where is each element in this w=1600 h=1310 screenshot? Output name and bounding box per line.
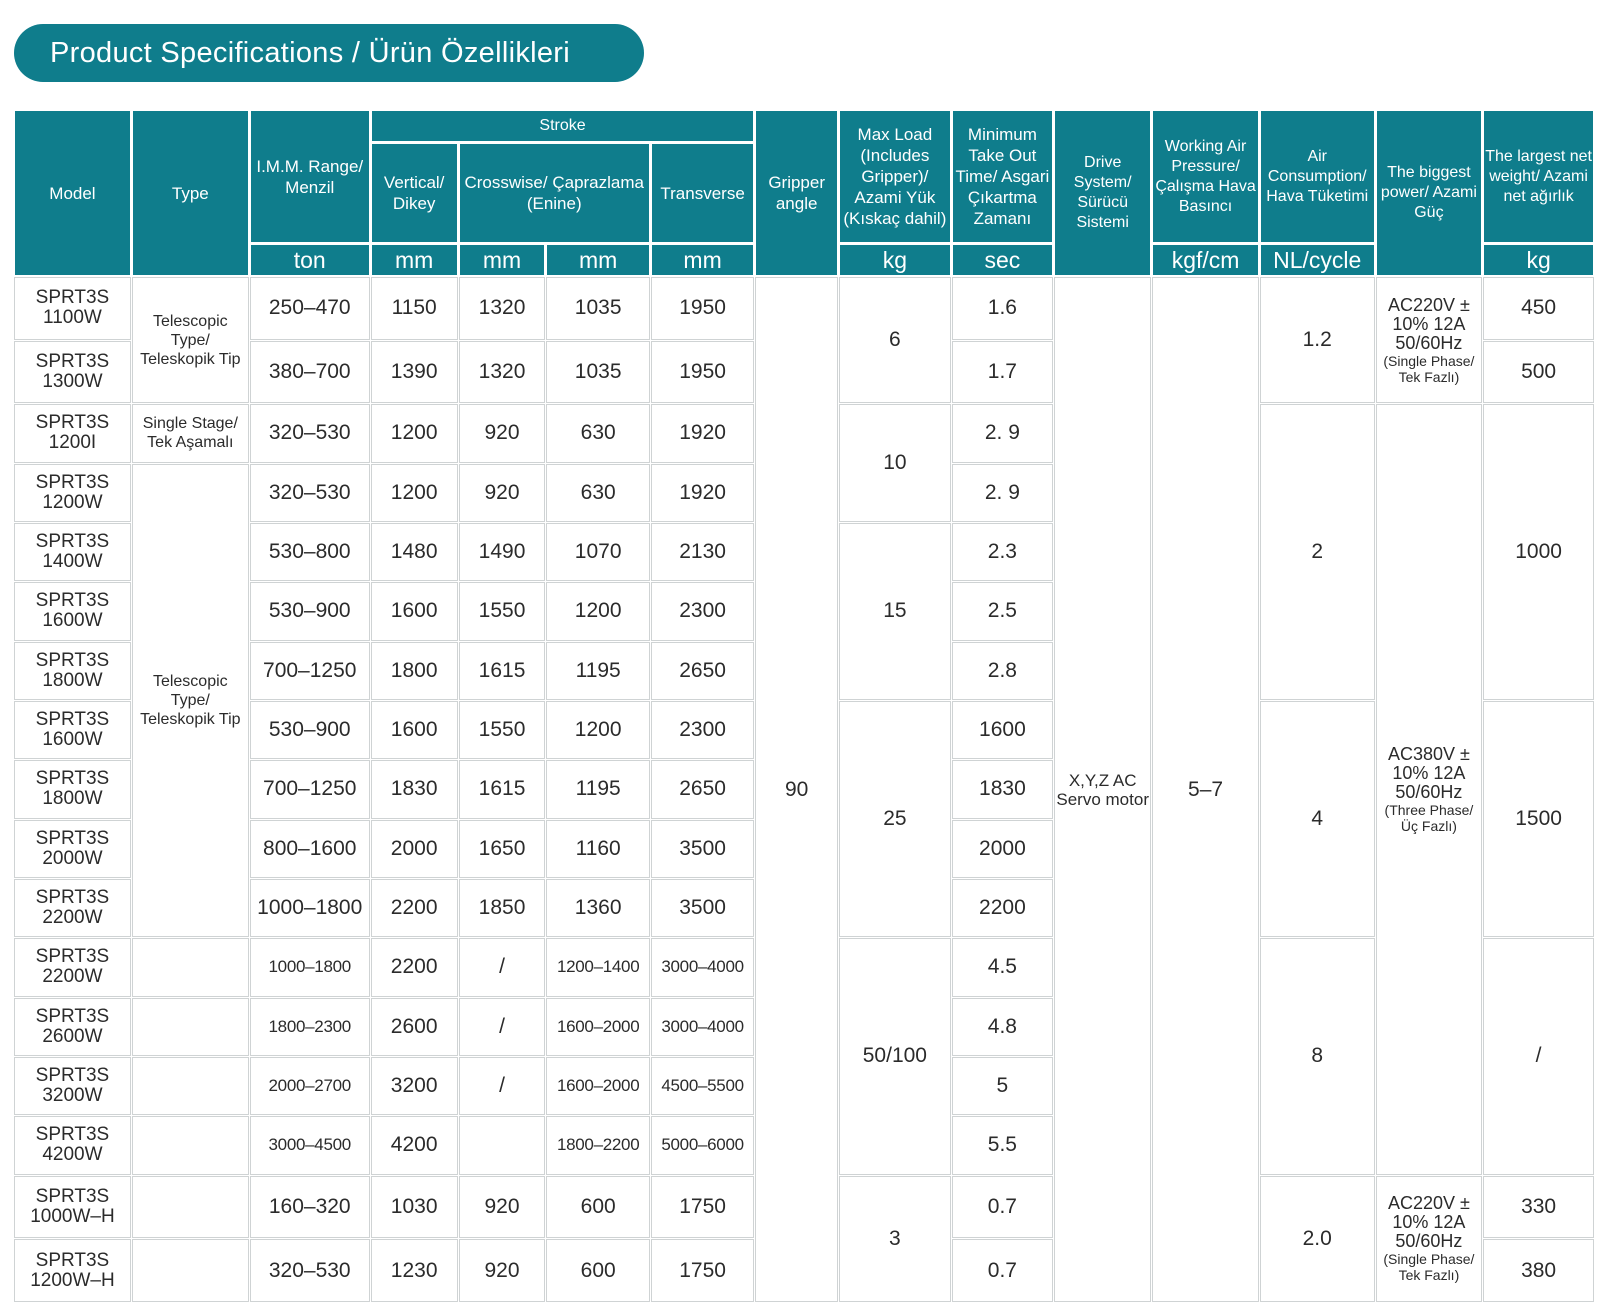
model-cell: SPRT3S 2000W [15, 821, 130, 877]
take-out-time-cell: 2. 9 [953, 465, 1052, 521]
vertical-cell: 2000 [372, 821, 457, 877]
imm-cell: 700–1250 [251, 643, 369, 699]
transverse-cell: 4500–5500 [652, 1058, 753, 1114]
unit-ton: ton [251, 245, 369, 275]
crosswise-cell: 630 [547, 405, 648, 461]
crosswise-cell: 1550 [460, 583, 545, 639]
header-max-load: Max Load (Includes Gripper)/ Azami Yük (Kıskaç dahil) [840, 111, 950, 242]
model-cell: SPRT3S 1600W [15, 583, 130, 639]
vertical-cell: 1600 [372, 583, 457, 639]
table-row [15, 278, 1593, 339]
crosswise-cell: 1320 [460, 278, 545, 339]
max-load-cell: 10 [840, 405, 950, 521]
crosswise-cell: 1490 [460, 524, 545, 580]
model-cell: SPRT3S 1200W [15, 465, 130, 521]
net-weight-cell: 330 [1484, 1177, 1593, 1238]
specifications-table [12, 108, 1596, 1304]
take-out-time-cell: 2. 9 [953, 405, 1052, 461]
model-cell: SPRT3S 1200I [15, 405, 130, 461]
transverse-cell: 1920 [652, 405, 753, 461]
vertical-cell: 1800 [372, 643, 457, 699]
take-out-time-cell: 5.5 [953, 1117, 1052, 1173]
type-cell-empty [133, 999, 248, 1055]
crosswise-cell: 1850 [460, 880, 545, 936]
crosswise-cell: 1360 [547, 880, 648, 936]
type-cell: Telescopic Type/ Teleskopik Tip [133, 278, 248, 402]
imm-cell: 1000–1800 [251, 880, 369, 936]
model-cell: SPRT3S 4200W [15, 1117, 130, 1173]
max-load-cell: 6 [840, 278, 950, 402]
unit-kgf-cm: kgf/cm [1153, 245, 1258, 275]
transverse-cell: 5000–6000 [652, 1117, 753, 1173]
header-imm-range: I.M.M. Range/ Menzil [251, 111, 369, 242]
model-cell: SPRT3S 3200W [15, 1058, 130, 1114]
net-weight-cell: 380 [1484, 1240, 1593, 1301]
net-weight-cell: 1000 [1484, 405, 1593, 699]
type-cell-empty [133, 939, 248, 995]
air-consumption-cell: 2.0 [1261, 1177, 1374, 1301]
crosswise-cell: 920 [460, 1177, 545, 1238]
take-out-time-cell: 2.5 [953, 583, 1052, 639]
imm-cell: 1000–1800 [251, 939, 369, 995]
header-type: Type [133, 111, 248, 275]
vertical-cell: 1230 [372, 1240, 457, 1301]
unit-transverse-mm: mm [652, 245, 753, 275]
vertical-cell: 1150 [372, 278, 457, 339]
type-cell-empty [133, 1177, 248, 1238]
vertical-cell: 1480 [372, 524, 457, 580]
type-cell-empty [133, 1117, 248, 1173]
power-cell: AC220V ± 10% 12A 50/60Hz (Single Phase/ Tek Fazlı) [1377, 278, 1482, 402]
vertical-cell: 1830 [372, 761, 457, 817]
max-load-cell: 25 [840, 702, 950, 936]
take-out-time-cell: 1.6 [953, 278, 1052, 339]
unit-vertical-mm: mm [372, 245, 457, 275]
header-gripper-angle: Gripper angle [756, 111, 837, 275]
header-transverse: Transverse [652, 144, 753, 242]
take-out-time-cell: 0.7 [953, 1177, 1052, 1238]
drive-system-cell: X,Y,Z AC Servo motor [1055, 278, 1150, 1301]
crosswise-cell: / [460, 999, 545, 1055]
header-biggest-power: The biggest power/ Azami Güç [1377, 111, 1482, 275]
transverse-cell: 1750 [652, 1240, 753, 1301]
crosswise-cell: 920 [460, 1240, 545, 1301]
model-cell: SPRT3S 1800W [15, 643, 130, 699]
take-out-time-cell: 4.5 [953, 939, 1052, 995]
imm-cell: 530–900 [251, 702, 369, 758]
crosswise-cell: / [460, 939, 545, 995]
transverse-cell: 1750 [652, 1177, 753, 1238]
transverse-cell: 2300 [652, 702, 753, 758]
air-consumption-cell: 2 [1261, 405, 1374, 699]
type-cell: Telescopic Type/ Teleskopik Tip [133, 465, 248, 937]
header-air-consumption: Air Consumption/ Hava Tüketimi [1261, 111, 1374, 242]
air-pressure-cell: 5–7 [1153, 278, 1258, 1301]
imm-cell: 380–700 [251, 342, 369, 403]
air-consumption-cell: 8 [1261, 939, 1374, 1173]
take-out-time-cell: 4.8 [953, 999, 1052, 1055]
vertical-cell: 4200 [372, 1117, 457, 1173]
take-out-time-cell: 2.3 [953, 524, 1052, 580]
vertical-cell: 1200 [372, 405, 457, 461]
type-cell-empty [133, 1240, 248, 1301]
take-out-time-cell: 2200 [953, 880, 1052, 936]
imm-cell: 160–320 [251, 1177, 369, 1238]
imm-cell: 320–530 [251, 405, 369, 461]
header-model: Model [15, 111, 130, 275]
imm-cell: 800–1600 [251, 821, 369, 877]
crosswise-cell: 1615 [460, 643, 545, 699]
unit-load-kg: kg [840, 245, 950, 275]
crosswise-cell: 630 [547, 465, 648, 521]
vertical-cell: 1390 [372, 342, 457, 403]
header-working-air-pressure: Working Air Pressure/ Çalışma Hava Basıncı [1153, 111, 1258, 242]
model-cell: SPRT3S 1600W [15, 702, 130, 758]
crosswise-cell: 920 [460, 405, 545, 461]
max-load-cell: 15 [840, 524, 950, 699]
crosswise-cell: 1600–2000 [547, 999, 648, 1055]
crosswise-cell: 1035 [547, 342, 648, 403]
crosswise-cell: 600 [547, 1240, 648, 1301]
transverse-cell: 3500 [652, 821, 753, 877]
model-cell: SPRT3S 1400W [15, 524, 130, 580]
vertical-cell: 2600 [372, 999, 457, 1055]
crosswise-cell: 1195 [547, 643, 648, 699]
unit-crosswise-mm: mm [547, 245, 648, 275]
page-title: Product Specifications / Ürün Özellikleri [14, 24, 644, 82]
max-load-cell: 3 [840, 1177, 950, 1301]
net-weight-cell: 500 [1484, 342, 1593, 403]
transverse-cell: 2130 [652, 524, 753, 580]
crosswise-cell: / [460, 1058, 545, 1114]
take-out-time-cell: 1.7 [953, 342, 1052, 403]
header-min-take-out-time: Minimum Take Out Time/ Asgari Çıkartma Zamanı [953, 111, 1052, 242]
unit-weight-kg: kg [1484, 245, 1593, 275]
imm-cell: 3000–4500 [251, 1117, 369, 1173]
gripper-angle-cell: 90 [756, 278, 837, 1301]
transverse-cell: 3500 [652, 880, 753, 936]
transverse-cell: 1950 [652, 342, 753, 403]
power-cell: AC380V ± 10% 12A 50/60Hz (Three Phase/ Üç Fazlı) [1377, 405, 1482, 1173]
take-out-time-cell: 1600 [953, 702, 1052, 758]
take-out-time-cell: 2000 [953, 821, 1052, 877]
transverse-cell: 2650 [652, 761, 753, 817]
type-cell: Single Stage/ Tek Aşamalı [133, 405, 248, 461]
crosswise-cell: 1550 [460, 702, 545, 758]
crosswise-cell [460, 1117, 545, 1173]
model-cell: SPRT3S 1300W [15, 342, 130, 403]
power-cell: AC220V ± 10% 12A 50/60Hz (Single Phase/ Tek Fazlı) [1377, 1177, 1482, 1301]
header-largest-net-weight: The largest net weight/ Azami net ağırlık [1484, 111, 1593, 242]
air-consumption-cell: 1.2 [1261, 278, 1374, 402]
transverse-cell: 2650 [652, 643, 753, 699]
crosswise-cell: 1195 [547, 761, 648, 817]
model-cell: SPRT3S 2600W [15, 999, 130, 1055]
max-load-cell: 50/100 [840, 939, 950, 1173]
net-weight-cell: 1500 [1484, 702, 1593, 936]
vertical-cell: 1030 [372, 1177, 457, 1238]
crosswise-cell: 1650 [460, 821, 545, 877]
imm-cell: 700–1250 [251, 761, 369, 817]
header-crosswise: Crosswise/ Çaprazlama (Enine) [460, 144, 649, 242]
take-out-time-cell: 0.7 [953, 1240, 1052, 1301]
vertical-cell: 1600 [372, 702, 457, 758]
model-cell: SPRT3S 1800W [15, 761, 130, 817]
take-out-time-cell: 2.8 [953, 643, 1052, 699]
imm-cell: 250–470 [251, 278, 369, 339]
imm-cell: 320–530 [251, 1240, 369, 1301]
crosswise-cell: 1320 [460, 342, 545, 403]
imm-cell: 2000–2700 [251, 1058, 369, 1114]
transverse-cell: 1950 [652, 278, 753, 339]
vertical-cell: 2200 [372, 880, 457, 936]
imm-cell: 1800–2300 [251, 999, 369, 1055]
crosswise-cell: 600 [547, 1177, 648, 1238]
transverse-cell: 3000–4000 [652, 999, 753, 1055]
vertical-cell: 3200 [372, 1058, 457, 1114]
unit-crosswise-mm: mm [460, 245, 545, 275]
imm-cell: 530–900 [251, 583, 369, 639]
transverse-cell: 2300 [652, 583, 753, 639]
header-stroke: Stroke [372, 111, 754, 141]
transverse-cell: 3000–4000 [652, 939, 753, 995]
header-drive-system: Drive System/ Sürücü Sistemi [1055, 111, 1150, 275]
crosswise-cell: 1615 [460, 761, 545, 817]
vertical-cell: 1200 [372, 465, 457, 521]
model-cell: SPRT3S 1200W–H [15, 1240, 130, 1301]
model-cell: SPRT3S 1000W–H [15, 1177, 130, 1238]
crosswise-cell: 920 [460, 465, 545, 521]
unit-seconds: sec [953, 245, 1052, 275]
crosswise-cell: 1800–2200 [547, 1117, 648, 1173]
take-out-time-cell: 5 [953, 1058, 1052, 1114]
crosswise-cell: 1200–1400 [547, 939, 648, 995]
crosswise-cell: 1035 [547, 278, 648, 339]
vertical-cell: 2200 [372, 939, 457, 995]
imm-cell: 320–530 [251, 465, 369, 521]
net-weight-cell: 450 [1484, 278, 1593, 339]
crosswise-cell: 1600–2000 [547, 1058, 648, 1114]
type-cell-empty [133, 1058, 248, 1114]
model-cell: SPRT3S 1100W [15, 278, 130, 339]
crosswise-cell: 1200 [547, 583, 648, 639]
crosswise-cell: 1070 [547, 524, 648, 580]
header-vertical: Vertical/ Dikey [372, 144, 457, 242]
imm-cell: 530–800 [251, 524, 369, 580]
air-consumption-cell: 4 [1261, 702, 1374, 936]
take-out-time-cell: 1830 [953, 761, 1052, 817]
crosswise-cell: 1200 [547, 702, 648, 758]
net-weight-cell: / [1484, 939, 1593, 1173]
unit-nl-cycle: NL/cycle [1261, 245, 1374, 275]
crosswise-cell: 1160 [547, 821, 648, 877]
model-cell: SPRT3S 2200W [15, 880, 130, 936]
model-cell: SPRT3S 2200W [15, 939, 130, 995]
transverse-cell: 1920 [652, 465, 753, 521]
